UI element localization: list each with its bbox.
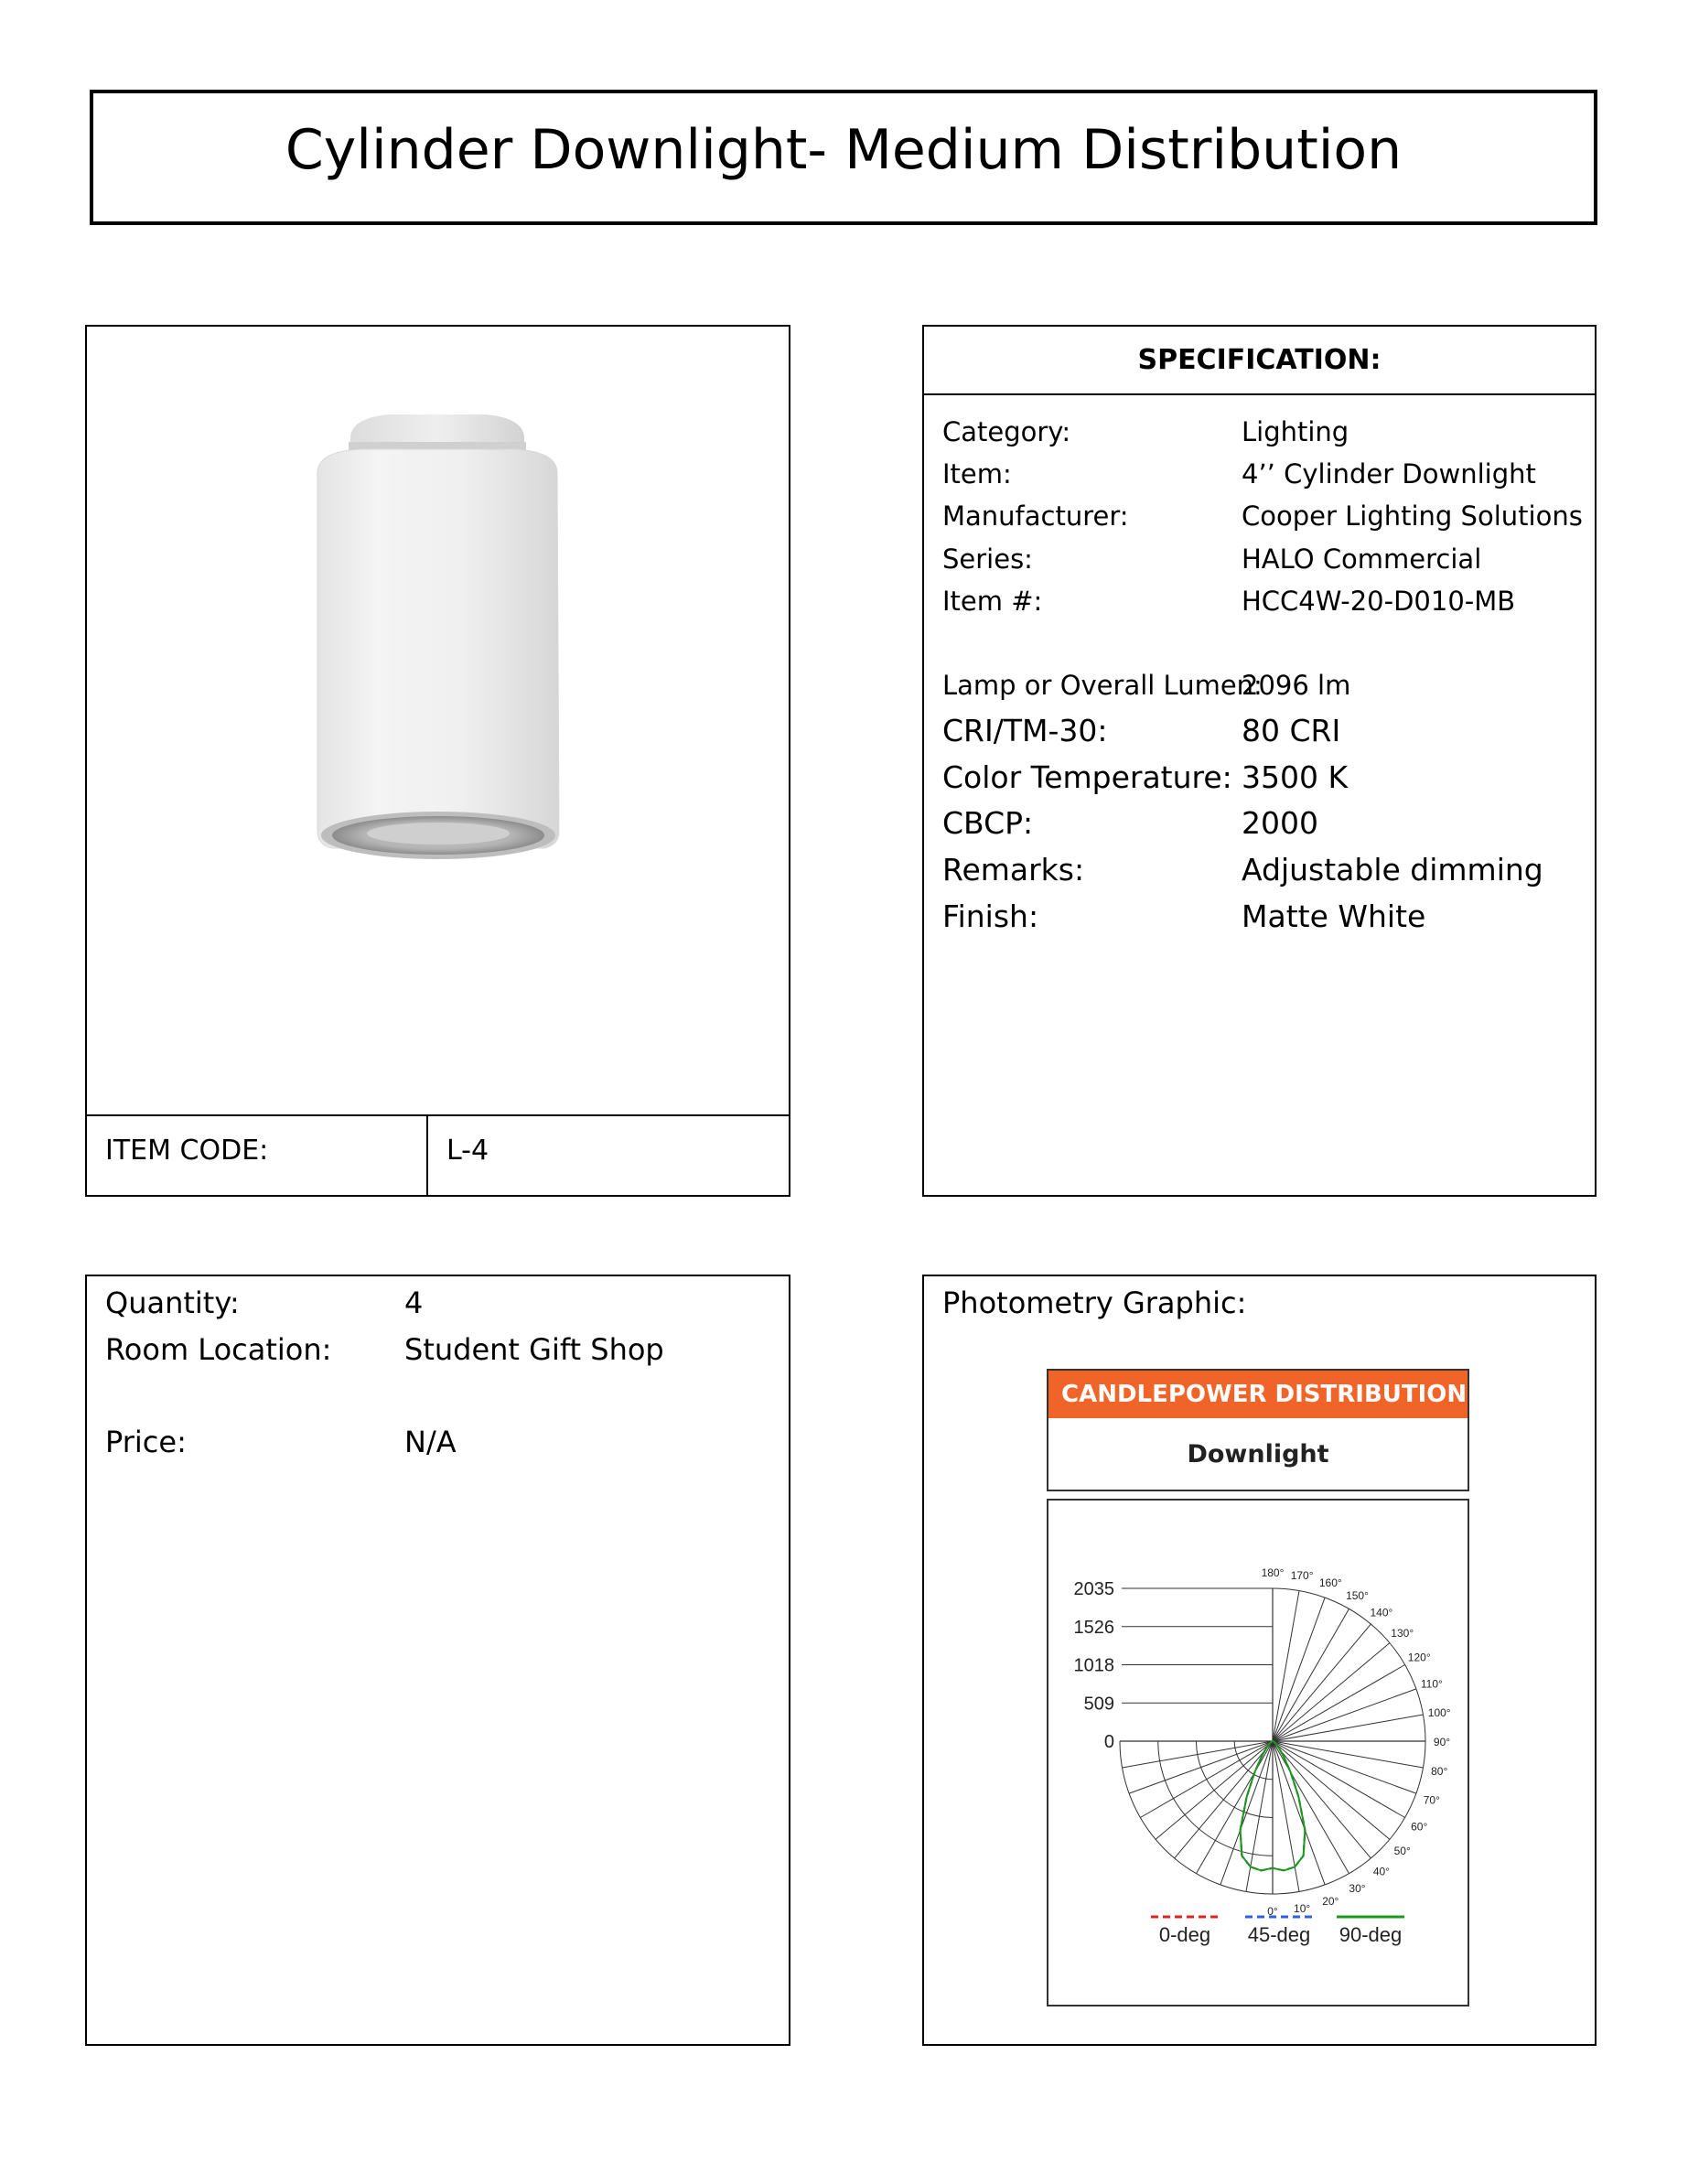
legend-label: 45-deg	[1247, 1923, 1311, 1946]
radial-tick-label: 0	[1103, 1732, 1114, 1752]
specification-panel	[922, 325, 1597, 1197]
quantity-label: Quantity:	[105, 1286, 240, 1320]
spec-value: Cooper Lighting Solutions	[1242, 500, 1583, 532]
item-code-row	[87, 1114, 789, 1195]
spec-key: Remarks:	[942, 852, 1085, 888]
legend-label: 0-deg	[1158, 1923, 1211, 1946]
photometry-label: Photometry Graphic:	[942, 1286, 1247, 1320]
item-code-label: ITEM CODE:	[105, 1135, 269, 1167]
spec-value: HCC4W-20-D010-MB	[1242, 586, 1516, 617]
angle-label: 0°	[1267, 1905, 1278, 1918]
radial-tick-label: 1018	[1073, 1655, 1114, 1676]
angle-label: 80°	[1431, 1765, 1448, 1779]
candlepower-banner	[1047, 1369, 1469, 1491]
item-code-divider	[426, 1116, 428, 1195]
angle-label: 50°	[1393, 1844, 1411, 1857]
angle-label: 160°	[1318, 1576, 1342, 1590]
spec-value: 2096 lm	[1242, 670, 1351, 701]
spec-value: 4’’ Cylinder Downlight	[1242, 458, 1536, 490]
candlepower-title: CANDLEPOWER DISTRIBUTION	[1048, 1371, 1468, 1418]
spec-value: Adjustable dimming	[1242, 852, 1543, 888]
room-location-label: Room Location:	[105, 1332, 332, 1367]
spec-value: 2000	[1242, 805, 1318, 841]
angle-label: 30°	[1349, 1882, 1366, 1896]
spec-value: Matte White	[1242, 898, 1426, 934]
spec-key: CBCP:	[942, 805, 1034, 841]
spec-value: Lighting	[1242, 416, 1349, 447]
photometry-panel	[922, 1275, 1597, 2046]
price-label: Price:	[105, 1425, 187, 1459]
spec-key: Category:	[942, 416, 1071, 447]
legend-label: 90-deg	[1339, 1923, 1403, 1946]
quantity-value: 4	[404, 1286, 424, 1320]
angle-label: 120°	[1407, 1651, 1431, 1664]
product-image-panel	[85, 325, 790, 1197]
spec-key: CRI/TM-30:	[942, 713, 1108, 748]
angle-label: 140°	[1370, 1606, 1393, 1619]
title-box	[90, 90, 1597, 225]
spec-key: Lamp or Overall Lumen:	[942, 670, 1263, 701]
cylinder-downlight-image	[87, 327, 792, 1119]
spec-value: HALO Commercial	[1242, 543, 1482, 575]
radial-tick-label: 2035	[1073, 1579, 1114, 1599]
angle-label: 100°	[1427, 1705, 1451, 1719]
angle-label: 90°	[1433, 1736, 1451, 1748]
spec-key: Finish:	[942, 898, 1039, 934]
specification-heading: SPECIFICATION:	[924, 327, 1595, 395]
radial-tick-label: 1526	[1073, 1617, 1114, 1638]
angle-label: 60°	[1411, 1820, 1428, 1834]
angle-label: 170°	[1290, 1568, 1314, 1582]
item-code-value: L-4	[446, 1135, 489, 1167]
angle-label: 40°	[1372, 1865, 1390, 1878]
spec-key: Series:	[942, 543, 1033, 575]
candlepower-subtitle: Downlight	[1187, 1439, 1329, 1469]
project-info-panel	[85, 1275, 790, 2046]
spec-key: Item #:	[942, 586, 1043, 617]
angle-label: 110°	[1420, 1677, 1443, 1691]
spec-value: 3500 K	[1242, 759, 1349, 795]
radial-tick-label: 509	[1083, 1694, 1114, 1715]
page-title: Cylinder Downlight- Medium Distribution	[285, 118, 1403, 182]
spec-key: Item:	[942, 458, 1012, 490]
spec-value: 80 CRI	[1242, 713, 1341, 748]
candlepower-polar-chart	[1048, 1501, 1468, 2005]
angle-label: 180°	[1261, 1566, 1285, 1579]
spec-key: Color Temperature:	[942, 759, 1232, 795]
angle-label: 70°	[1423, 1793, 1440, 1807]
angle-label: 10°	[1294, 1902, 1311, 1916]
room-location-value: Student Gift Shop	[404, 1332, 664, 1367]
angle-label: 20°	[1322, 1894, 1339, 1908]
angle-label: 150°	[1346, 1588, 1369, 1602]
spec-key: Manufacturer:	[942, 500, 1129, 532]
polar-chart-frame	[1047, 1499, 1469, 2006]
price-value: N/A	[404, 1425, 457, 1459]
angle-label: 130°	[1391, 1627, 1414, 1641]
